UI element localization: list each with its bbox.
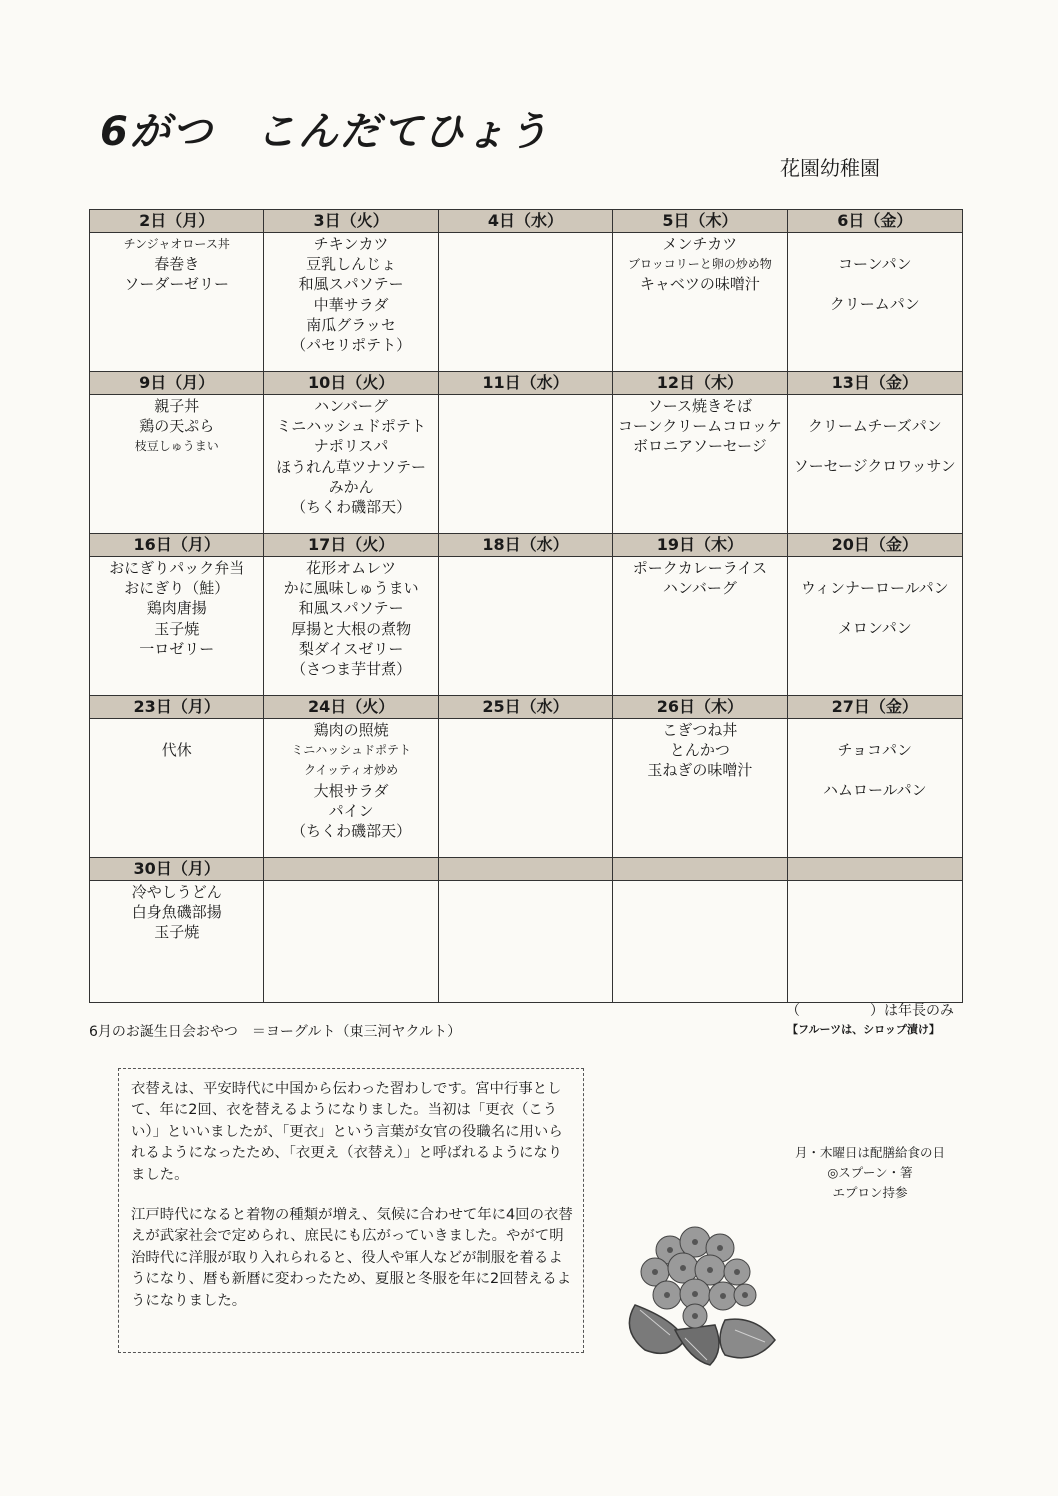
calendar-cell xyxy=(439,696,613,858)
menu-spacer xyxy=(788,760,962,780)
menu-list xyxy=(613,233,786,295)
menu-item: キャベツの味噌汁 xyxy=(639,275,760,294)
menu-item: （ちくわ磯部天） xyxy=(291,822,412,841)
menu-list xyxy=(90,719,263,760)
essay-paragraph: 衣替えは、平安時代に中国から伝わった習わしです。宮中行事として、年に2回、衣を替えるようになりました。当初は「更衣（こうい）」といいましたが、「更衣」という言葉が女官の役職名に用いられるようになったため、「衣更え（衣替え）」と呼ばれるようになりました。 xyxy=(131,1081,563,1183)
day-header: 18日（水） xyxy=(439,534,612,557)
menu-spacer xyxy=(788,234,962,254)
menu-list xyxy=(439,557,612,558)
menu-item: とんかつ xyxy=(669,741,730,760)
calendar-cell xyxy=(439,858,613,1002)
menu-item: クイッティオ炒め xyxy=(303,763,399,778)
menu-list xyxy=(788,719,962,800)
day-header: 24日（火） xyxy=(264,696,437,719)
calendar-cell xyxy=(264,534,438,696)
calendar-cell xyxy=(90,696,264,858)
menu-item: ソーダーゼリー xyxy=(124,275,230,294)
delivery-note-line: 月・木曜日は配膳給食の日 xyxy=(794,1145,945,1160)
menu-item: 一ロゼリー xyxy=(139,639,215,658)
menu-spacer xyxy=(788,274,962,294)
day-header: 3日（火） xyxy=(264,210,437,233)
calendar-cell xyxy=(788,696,962,858)
menu-item: みかん xyxy=(328,477,374,496)
menu-item: ソーセージクロワッサン xyxy=(793,457,956,476)
menu-list xyxy=(613,881,786,882)
hydrangea-illustration xyxy=(615,1210,785,1370)
menu-item: ハンバーグ xyxy=(314,397,389,415)
menu-item: 南瓜グラッセ xyxy=(306,315,396,334)
menu-item: メンチカツ xyxy=(662,235,738,253)
menu-item: 鶏の天ぷら xyxy=(139,417,215,436)
delivery-note-line: エプロン持参 xyxy=(832,1185,908,1200)
menu-item: 厚揚と大根の煮物 xyxy=(291,619,412,638)
birthday-snack-note: 6月のお誕生日会おやつ ＝ヨーグルト（東三河ヤクルト） xyxy=(89,1024,462,1040)
menu-item: （ちくわ磯部天） xyxy=(291,498,412,517)
menu-list xyxy=(264,881,437,882)
calendar-cell xyxy=(90,210,264,372)
menu-item: 大根サラダ xyxy=(313,781,389,800)
menu-item: ほうれん草ツナソテー xyxy=(276,457,427,476)
menu-list xyxy=(613,395,786,457)
menu-list xyxy=(264,719,437,841)
delivery-note xyxy=(770,1143,970,1203)
day-header: 10日（火） xyxy=(264,372,437,395)
menu-item: 白身魚磯部揚 xyxy=(131,903,222,922)
menu-spacer xyxy=(788,436,962,456)
calendar-cell xyxy=(264,696,438,858)
menu-spacer xyxy=(90,720,263,740)
menu-item: メロンパン xyxy=(837,619,912,638)
menu-item: ハンバーグ xyxy=(662,579,737,598)
menu-list xyxy=(788,881,962,882)
delivery-note-line: ◎スプーン・箸 xyxy=(827,1165,913,1180)
parenthesis-note: （ ）は年長のみ xyxy=(786,1003,954,1019)
menu-spacer xyxy=(788,720,962,740)
menu-list xyxy=(439,881,612,882)
calendar-cell xyxy=(264,372,438,534)
menu-item: コーンパン xyxy=(837,255,912,273)
calendar-cell xyxy=(264,858,438,1002)
menu-item: ソース焼きそば xyxy=(647,397,753,415)
menu-item: おにぎりパック弁当 xyxy=(109,559,245,577)
menu-item: パイン xyxy=(328,801,374,820)
day-header: 17日（火） xyxy=(264,534,437,557)
menu-calendar xyxy=(89,209,963,1003)
menu-item: （パセリポテト） xyxy=(291,336,412,355)
menu-list xyxy=(788,557,962,638)
calendar-cell xyxy=(439,534,613,696)
calendar-cell xyxy=(90,534,264,696)
menu-list xyxy=(90,557,263,659)
menu-list xyxy=(90,233,263,295)
menu-item: ブロッコリーと卵の炒め物 xyxy=(628,257,772,272)
calendar-cell xyxy=(788,534,962,696)
menu-list xyxy=(788,233,962,314)
menu-item: 春巻き xyxy=(154,255,200,274)
menu-list xyxy=(264,395,437,517)
menu-item: 和風スパソテー xyxy=(298,275,404,294)
menu-list xyxy=(613,557,786,598)
menu-spacer xyxy=(788,396,962,416)
school-name: 花園幼稚園 xyxy=(780,156,880,180)
day-header: 4日（水） xyxy=(439,210,612,233)
calendar-cell xyxy=(439,372,613,534)
day-header: 9日（月） xyxy=(90,372,263,395)
calendar-cell xyxy=(439,210,613,372)
menu-item: 冷やしうどん xyxy=(131,883,222,901)
menu-list xyxy=(439,233,612,234)
menu-item: かに風味しゅうまい xyxy=(283,579,419,598)
calendar-cell xyxy=(788,210,962,372)
essay-paragraph: 江戸時代になると着物の種類が増え、気候に合わせて年に4回の衣替えが武家社会で定められ、庶民にも広がっていきました。やがて明治時代に洋服が取り入れられると、役人や軍人などが制服を着るようになり、暦も新暦に変わったため、夏服と冬服を年に2回替えるようになりました。 xyxy=(131,1207,573,1309)
menu-item: チンジャオロース丼 xyxy=(123,237,230,251)
day-header: 11日（水） xyxy=(439,372,612,395)
day-header: 2日（月） xyxy=(90,210,263,233)
menu-item: （さつま芋甘煮） xyxy=(291,660,412,679)
menu-item: こぎつね丼 xyxy=(662,721,738,739)
day-header: 30日（月） xyxy=(90,858,263,881)
calendar-cell xyxy=(613,696,787,858)
calendar-cell xyxy=(90,372,264,534)
calendar-cell xyxy=(788,858,962,1002)
menu-item: 玉子焼 xyxy=(154,619,200,638)
day-header xyxy=(613,858,786,881)
calendar-cell xyxy=(788,372,962,534)
menu-list xyxy=(90,881,263,943)
day-header: 16日（月） xyxy=(90,534,263,557)
day-header xyxy=(264,858,437,881)
day-header: 26日（木） xyxy=(613,696,786,719)
day-header: 5日（木） xyxy=(613,210,786,233)
menu-item: ウィンナーロールパン xyxy=(800,579,949,597)
calendar-cell xyxy=(264,210,438,372)
menu-item: 鶏肉唐揚 xyxy=(146,599,207,618)
menu-item: 中華サラダ xyxy=(313,295,389,314)
day-header: 19日（木） xyxy=(613,534,786,557)
calendar-cell xyxy=(90,858,264,1002)
menu-item: 枝豆しゅうまい xyxy=(134,439,219,454)
menu-item: 梨ダイスゼリー xyxy=(298,639,404,658)
menu-item: おにぎり（鮭） xyxy=(124,579,230,598)
menu-spacer xyxy=(788,558,962,578)
menu-list xyxy=(264,233,437,355)
menu-item: 玉ねぎの味噌汁 xyxy=(647,761,753,780)
calendar-cell xyxy=(613,858,787,1002)
menu-list xyxy=(264,557,437,679)
menu-item: チキンカツ xyxy=(313,235,389,253)
calendar-cell xyxy=(613,210,787,372)
day-header: 27日（金） xyxy=(788,696,962,719)
menu-list xyxy=(90,395,263,457)
day-header: 13日（金） xyxy=(788,372,962,395)
menu-item: クリームチーズパン xyxy=(807,417,942,435)
day-header: 25日（水） xyxy=(439,696,612,719)
menu-item: コーンクリームコロッケ xyxy=(617,417,782,436)
calendar-cell xyxy=(613,534,787,696)
menu-item: ハムロールパン xyxy=(822,781,927,800)
page-title: 6がつ こんだてひょう xyxy=(100,109,550,155)
menu-item: 鶏肉の照焼 xyxy=(313,721,389,739)
day-header: 23日（月） xyxy=(90,696,263,719)
menu-item: 玉子焼 xyxy=(154,923,200,942)
day-header: 12日（木） xyxy=(613,372,786,395)
menu-item: 花形オムレツ xyxy=(306,559,397,577)
day-header: 20日（金） xyxy=(788,534,962,557)
menu-spacer xyxy=(788,598,962,618)
menu-item: ミニハッシュドポテト xyxy=(291,743,411,758)
menu-list xyxy=(439,395,612,396)
day-header xyxy=(439,858,612,881)
menu-item: 親子丼 xyxy=(154,397,200,415)
calendar-cell xyxy=(613,372,787,534)
menu-item: チョコパン xyxy=(837,741,913,759)
menu-item: クリームパン xyxy=(829,295,920,314)
menu-item: 和風スパソテー xyxy=(298,599,404,618)
menu-item: ナポリスパ xyxy=(313,437,389,456)
menu-item: ポークカレーライス xyxy=(632,559,768,577)
menu-item: ミニハッシュドポテト xyxy=(276,417,426,436)
fruit-note: 【フルーツは、シロップ漬け】 xyxy=(787,1023,940,1036)
menu-item: 豆乳しんじょ xyxy=(306,255,397,274)
menu-list xyxy=(613,719,786,781)
seasonal-essay-box xyxy=(118,1068,584,1353)
menu-list xyxy=(439,719,612,720)
menu-item: 代休 xyxy=(161,741,192,759)
day-header: 6日（金） xyxy=(788,210,962,233)
menu-item: ボロニアソーセージ xyxy=(632,437,767,456)
day-header xyxy=(788,858,962,881)
menu-list xyxy=(788,395,962,476)
